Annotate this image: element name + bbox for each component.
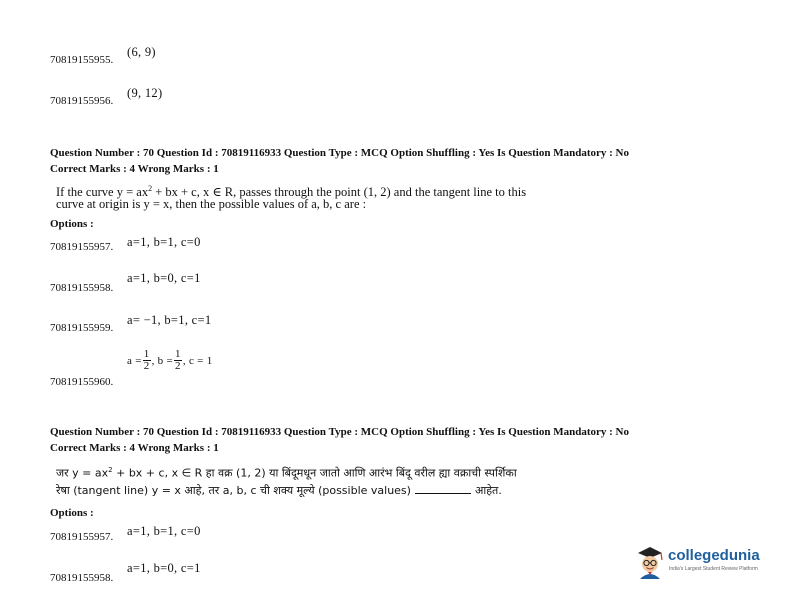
option-id: 70819155959. (50, 322, 114, 334)
option-id: 70819155958. (50, 282, 114, 294)
fraction-denominator: 2 (175, 360, 181, 372)
option-fraction-expression (127, 349, 213, 372)
answer-blank (415, 493, 471, 494)
question-stem-line2: curve at origin is y = x, then the possible values of a, b, c are : (56, 197, 367, 211)
logo-tagline: India's Largest Student Review Platform (669, 566, 758, 572)
fraction-denominator: 2 (143, 360, 150, 372)
question-header: Question Number : 70 Question Id : 70819116933 Question Type : MCQ Option Shuffling : Yes Is Question Mandatory : No (50, 426, 629, 438)
stem-superscript: 2 (148, 184, 153, 193)
stem-text: रेषा (tangent line) y = x आहे, तर a, b, c ची शक्य मूल्ये (possible values) (56, 484, 411, 497)
option-id: 70819155957. (50, 531, 114, 543)
option-id: 70819155956. (50, 95, 114, 107)
stem-text: + bx + c, x ∈ R हा वक्र (1, 2) या बिंदूमधून जातो आणि आरंभ बिंदू वरील ह्या वक्राची स्पर्शिका (112, 466, 517, 480)
option-id: 70819155957. (50, 241, 114, 253)
stem-text: जर y = ax (56, 466, 109, 480)
fraction (143, 349, 151, 372)
option-text: a = (127, 354, 142, 367)
question-header: Question Number : 70 Question Id : 70819116933 Question Type : MCQ Option Shuffling : Yes Is Question Mandatory : No (50, 147, 629, 159)
stem-text: If the curve y = ax (56, 185, 149, 200)
fraction (174, 349, 182, 372)
question-stem-line1 (56, 463, 517, 481)
options-label: Options : (50, 218, 94, 230)
fraction-numerator: 1 (143, 348, 150, 360)
question-marks: Correct Marks : 4 Wrong Marks : 1 (50, 163, 219, 175)
fraction-numerator: 1 (175, 348, 181, 360)
option-id: 70819155958. (50, 572, 114, 584)
option-text: a=1, b=1, c=0 (127, 524, 201, 538)
option-text: a= −1, b=1, c=1 (127, 313, 212, 327)
option-text: , c = 1 (182, 354, 213, 367)
option-id: 70819155955. (50, 54, 114, 66)
option-id: 70819155960. (50, 376, 114, 388)
stem-text: आहेत. (474, 484, 502, 497)
question-stem-line2 (56, 483, 502, 498)
option-text: (6, 9) (127, 45, 156, 59)
option-text: a=1, b=0, c=1 (127, 561, 201, 575)
option-text: (9, 12) (127, 86, 163, 100)
logo-title: collegedunia (668, 547, 760, 564)
collegedunia-logo (634, 545, 760, 579)
option-text: a=1, b=0, c=1 (127, 271, 201, 285)
option-text: , b = (151, 354, 174, 367)
options-label: Options : (50, 507, 94, 519)
option-text: a=1, b=1, c=0 (127, 235, 201, 249)
stem-text: + bx + c, x ∈ R, passes through the point (1, 2) and the tangent line to this (152, 185, 527, 200)
stem-superscript: 2 (108, 466, 113, 474)
mascot-icon (634, 545, 666, 579)
question-marks: Correct Marks : 4 Wrong Marks : 1 (50, 442, 219, 454)
